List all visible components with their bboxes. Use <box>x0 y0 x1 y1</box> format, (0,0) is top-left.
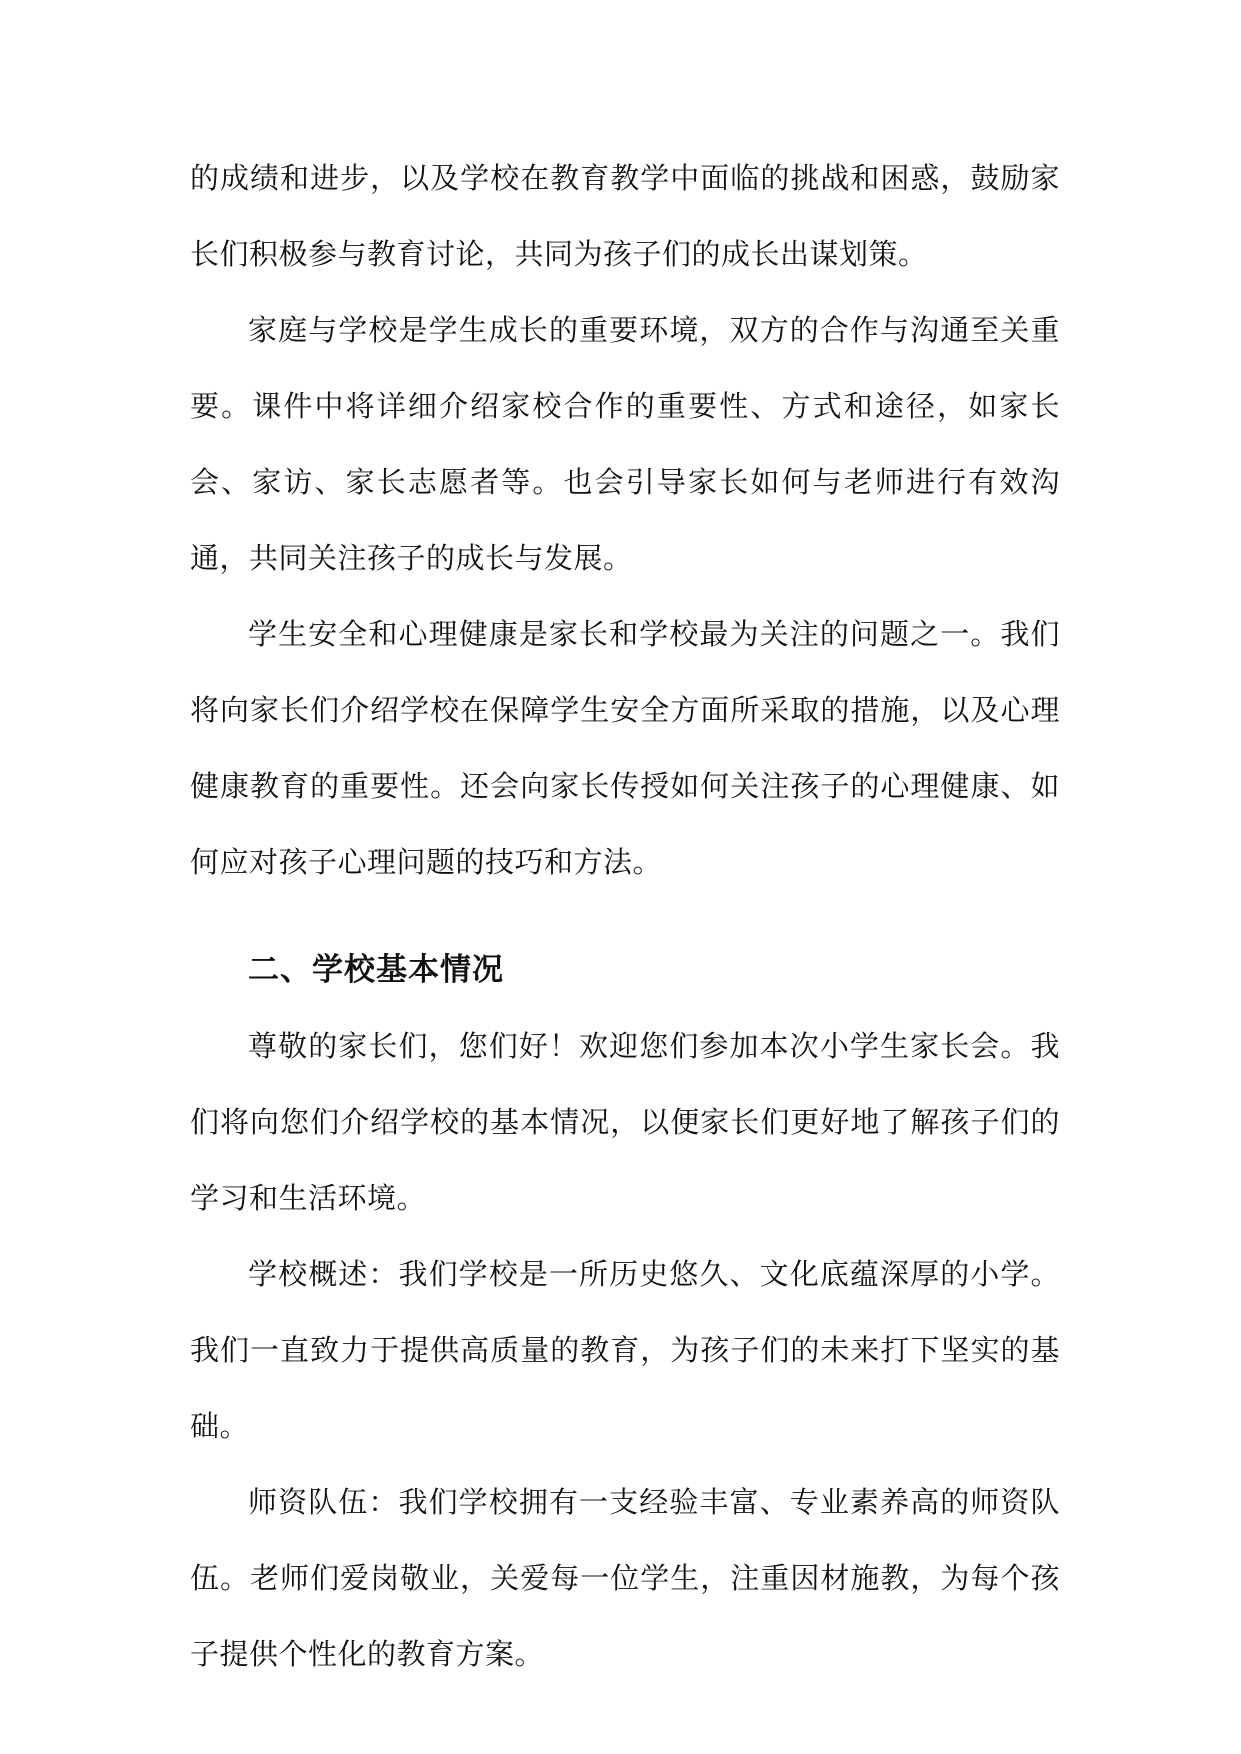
paragraph-safety-mental-health: 学生安全和心理健康是家长和学校最为关注的问题之一。我们将向家长们介绍学校在保障学生安全方面所采取的措施，以及心理健康教育的重要性。还会向家长传授如何关注孩子的心理健康、如何应对孩子心理问题的技巧和方法。 <box>190 617 1060 879</box>
document-body <box>190 140 1060 1692</box>
paragraph-continuation: 的成绩和进步，以及学校在教育教学中面临的挑战和困惑，鼓励家长们积极参与教育讨论，共同为孩子们的成长出谋划策。 <box>190 161 1060 271</box>
paragraph-school-overview: 学校概述：我们学校是一所历史悠久、文化底蕴深厚的小学。我们一直致力于提供高质量的教育，为孩子们的未来打下坚实的基础。 <box>190 1257 1060 1443</box>
paragraph-teaching-staff: 师资队伍：我们学校拥有一支经验丰富、专业素养高的师资队伍。老师们爱岗敬业，关爱每一位学生，注重因材施教，为每个孩子提供个性化的教育方案。 <box>190 1485 1060 1671</box>
section-heading: 二、学校基本情况 <box>248 952 504 988</box>
paragraph-welcome: 尊敬的家长们，您们好！欢迎您们参加本次小学生家长会。我们将向您们介绍学校的基本情况，以便家长们更好地了解孩子们的学习和生活环境。 <box>190 1029 1060 1215</box>
paragraph-home-school-cooperation: 家庭与学校是学生成长的重要环境，双方的合作与沟通至关重要。课件中将详细介绍家校合作的重要性、方式和途径，如家长会、家访、家长志愿者等。也会引导家长如何与老师进行有效沟通，共同关注孩子的成长与发展。 <box>190 313 1060 575</box>
